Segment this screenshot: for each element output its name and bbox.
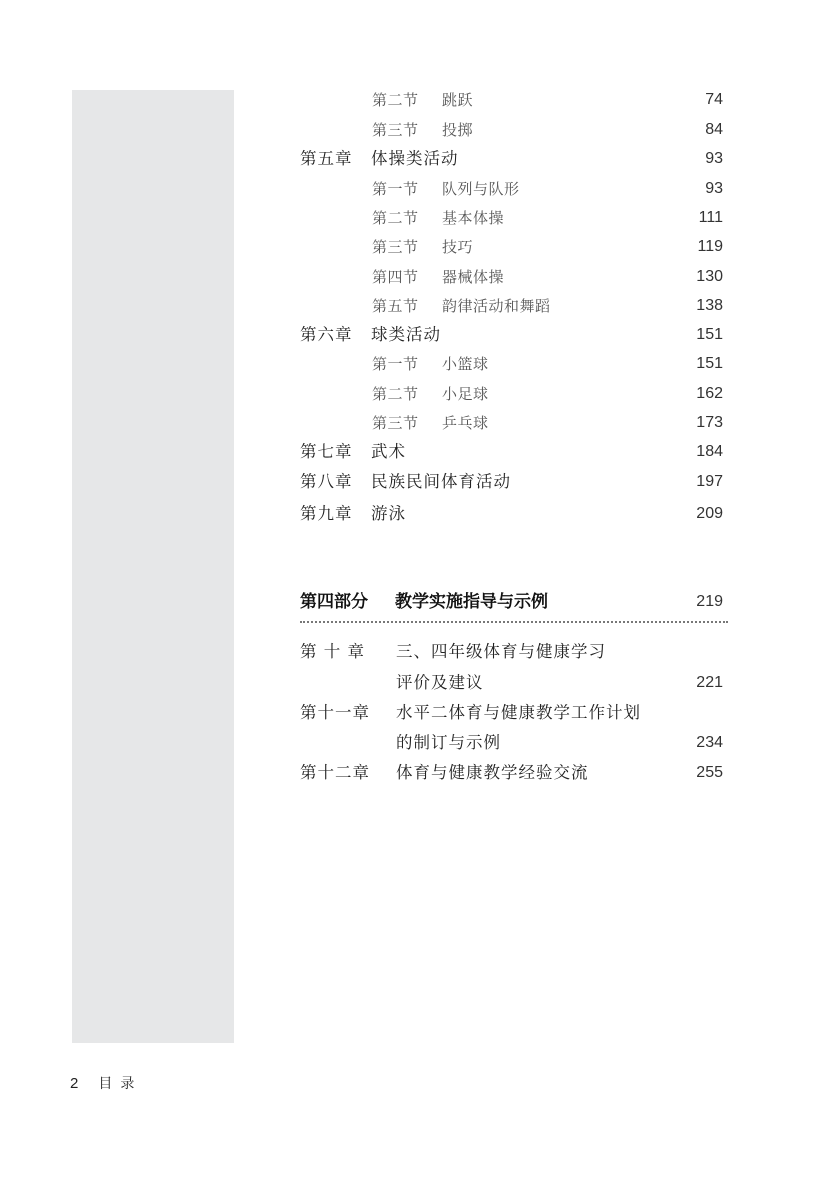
toc-page-number: 173 bbox=[696, 414, 723, 431]
toc-chapter-row[interactable] bbox=[0, 760, 834, 786]
page-footer bbox=[70, 1074, 142, 1094]
toc-page-number: 151 bbox=[696, 326, 723, 343]
toc-page-number: 93 bbox=[705, 180, 723, 197]
toc-section-label: 第五节 韵律活动和舞蹈 bbox=[372, 297, 551, 315]
toc-section-row[interactable] bbox=[0, 381, 834, 407]
toc-section-label: 第三节 投掷 bbox=[372, 121, 474, 139]
toc-chapter-label-cont: 的制订与示例 bbox=[396, 733, 501, 752]
toc-page-number: 221 bbox=[696, 674, 723, 691]
toc-section-row[interactable] bbox=[0, 351, 834, 377]
toc-page-number: 93 bbox=[705, 150, 723, 167]
toc-section-label: 第三节 乒乓球 bbox=[372, 414, 489, 432]
toc-chapter-continuation[interactable] bbox=[0, 730, 834, 756]
toc-chapter-continuation[interactable] bbox=[0, 670, 834, 696]
toc-section-row[interactable] bbox=[0, 234, 834, 260]
toc-page-number: 219 bbox=[696, 593, 723, 610]
toc-page-number: 138 bbox=[696, 297, 723, 314]
toc-chapter-label: 第七章 武术 bbox=[300, 442, 406, 461]
sidebar-band bbox=[72, 90, 234, 1043]
toc-chapter-row[interactable] bbox=[0, 469, 834, 495]
toc-page-number: 184 bbox=[696, 443, 723, 460]
toc-chapter-row[interactable] bbox=[0, 439, 834, 465]
toc-page-number: 111 bbox=[698, 209, 723, 226]
running-title: 目录 bbox=[98, 1076, 143, 1092]
toc-page-number: 84 bbox=[705, 121, 723, 138]
toc-page-number: 197 bbox=[696, 473, 723, 490]
toc-chapter-label: 第五章 体操类活动 bbox=[300, 149, 459, 168]
toc-chapter-row[interactable] bbox=[0, 639, 834, 665]
toc-section-label: 第二节 基本体操 bbox=[372, 209, 505, 227]
toc-section-label: 第二节 跳跃 bbox=[372, 91, 474, 109]
toc-chapter-row[interactable] bbox=[0, 146, 834, 172]
toc-page-number: 209 bbox=[696, 505, 723, 522]
toc-chapter-label: 第十一章 水平二体育与健康教学工作计划 bbox=[300, 703, 641, 722]
toc-section-row[interactable] bbox=[0, 176, 834, 202]
toc-section-label: 第三节 技巧 bbox=[372, 238, 474, 256]
toc-chapter-label-cont: 评价及建议 bbox=[396, 673, 484, 692]
toc-page-number: 234 bbox=[696, 734, 723, 751]
toc-chapter-row[interactable] bbox=[0, 700, 834, 726]
toc-page-number: 119 bbox=[697, 238, 723, 255]
part-label: 第四部分 教学实施指导与示例 bbox=[300, 592, 548, 612]
toc-section-row[interactable] bbox=[0, 117, 834, 143]
dotted-divider bbox=[300, 621, 728, 623]
toc-chapter-row[interactable] bbox=[0, 322, 834, 348]
toc-section-label: 第四节 器械体操 bbox=[372, 268, 505, 286]
toc-section-label: 第一节 队列与队形 bbox=[372, 180, 520, 198]
page-number: 2 bbox=[70, 1075, 79, 1092]
toc-chapter-row[interactable] bbox=[0, 501, 834, 527]
toc-section-label: 第二节 小足球 bbox=[372, 385, 489, 403]
toc-section-row[interactable] bbox=[0, 87, 834, 113]
toc-section-row[interactable] bbox=[0, 293, 834, 319]
toc-section-label: 第一节 小篮球 bbox=[372, 355, 489, 373]
toc-chapter-label: 第八章 民族民间体育活动 bbox=[300, 472, 511, 491]
toc-section-row[interactable] bbox=[0, 264, 834, 290]
toc-section-row[interactable] bbox=[0, 205, 834, 231]
toc-page-number: 74 bbox=[705, 91, 723, 108]
toc-part-heading[interactable] bbox=[0, 589, 834, 615]
toc-chapter-label: 第十二章 体育与健康教学经验交流 bbox=[300, 763, 589, 782]
toc-chapter-label: 第九章 游泳 bbox=[300, 504, 406, 523]
toc-chapter-label: 第六章 球类活动 bbox=[300, 325, 441, 344]
toc-chapter-label: 第 十 章 三、四年级体育与健康学习 bbox=[300, 642, 606, 661]
toc-page-number: 255 bbox=[696, 764, 723, 781]
toc-section-row[interactable] bbox=[0, 410, 834, 436]
toc-page-number: 151 bbox=[696, 355, 723, 372]
toc-page-number: 162 bbox=[696, 385, 723, 402]
toc-page-number: 130 bbox=[696, 268, 723, 285]
